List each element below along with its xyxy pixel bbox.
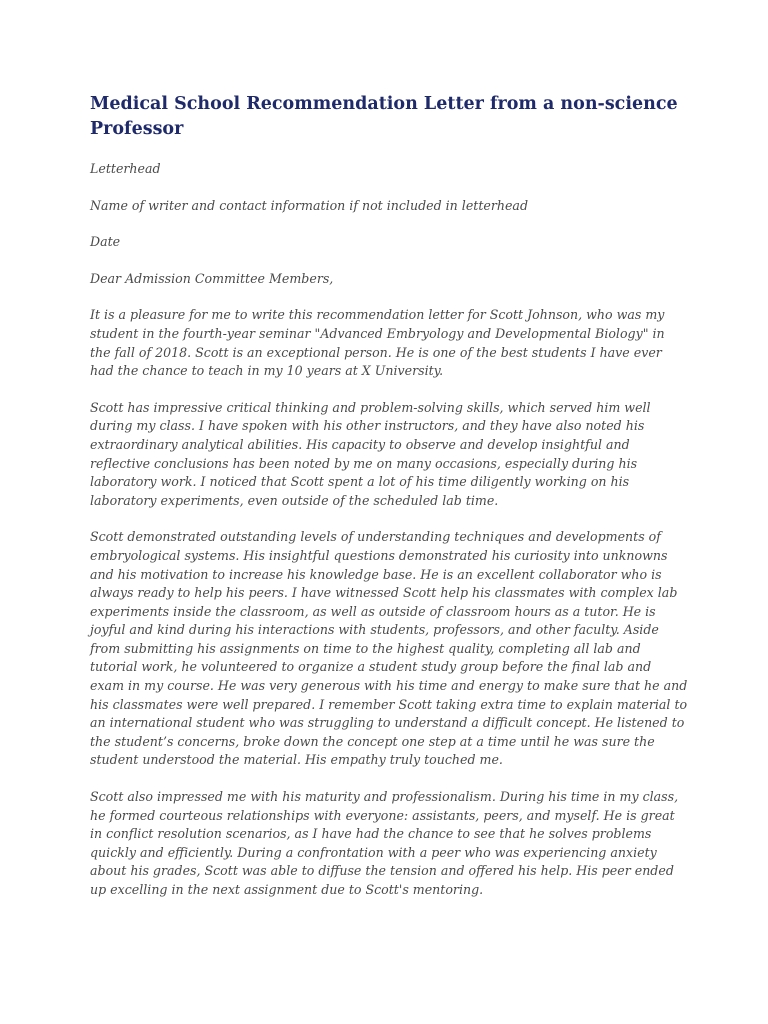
writer-info-placeholder: Name of writer and contact information if not included in letterhead [90, 197, 529, 213]
date-placeholder: Date [90, 234, 121, 250]
paragraph-maturity: Scott also impressed me with his maturity and professionalism. During his time in my class, he formed courteous relationships with everyone: assistants, peers, and myself. He is great in conflict resolution scenarios, as I have had the chance to see that he solves problems quickly and efficiently. During a confrontation with a peer who was experiencing anxiety about his grades, Scott was able to diffuse the tension and offered his help. His peer ended up excelling in the next assignment due to Scott's mentoring. [90, 789, 679, 897]
paragraph-understanding: Scott demonstrated outstanding levels of understanding techniques and developments of embryological systems. His insightful questions demonstrated his curiosity into unknowns and his motivation to increase his knowledge base. He is an excellent collaborator who is always ready to help his peers. I have witnessed Scott help his classmates with complex lab experiments inside the classroom, as well as outside of classroom hours as a tutor. He is joyful and kind during his interactions with students, professors, and other faculty. Aside from submitting his assignments on time to the highest quality, completing all lab and tutorial work, he volunteered to organize a student study group before the final lab and exam in my course. He was very generous with his time and energy to make sure that he and his classmates were well prepared. I remember Scott taking extra time to explain material to an international student who was struggling to understand a difficult concept. He listened to the student’s concerns, broke down the concept one step at a time until he was sure the student understood the material. His empathy truly touched me. [90, 529, 688, 768]
document-title: Medical School Recommendation Letter from a non-science Professor [90, 94, 678, 139]
letter-document [90, 92, 688, 918]
paragraph-introduction: It is a pleasure for me to write this recommendation letter for Scott Johnson, who was my student in the fourth-year seminar "Advanced Embryology and Developmental Biology" in the fall of 2018. Scott is an exceptional person. He is one of the best students I have ever had the chance to teach in my 10 years at X University. [90, 307, 665, 379]
salutation: Dear Admission Committee Members, [90, 270, 334, 286]
letterhead-placeholder: Letterhead [90, 161, 161, 176]
paragraph-critical-thinking: Scott has impressive critical thinking and problem-solving skills, which served him well during my class. I have spoken with his other instructors, and they have also noted his extraordinary analytical abilities. His capacity to observe and develop insightful and reflective conclusions has been noted by me on many occasions, especially during his laboratory work. I noticed that Scott spent a lot of his time diligently working on his laboratory experiments, even outside of the scheduled lab time. [90, 399, 651, 508]
